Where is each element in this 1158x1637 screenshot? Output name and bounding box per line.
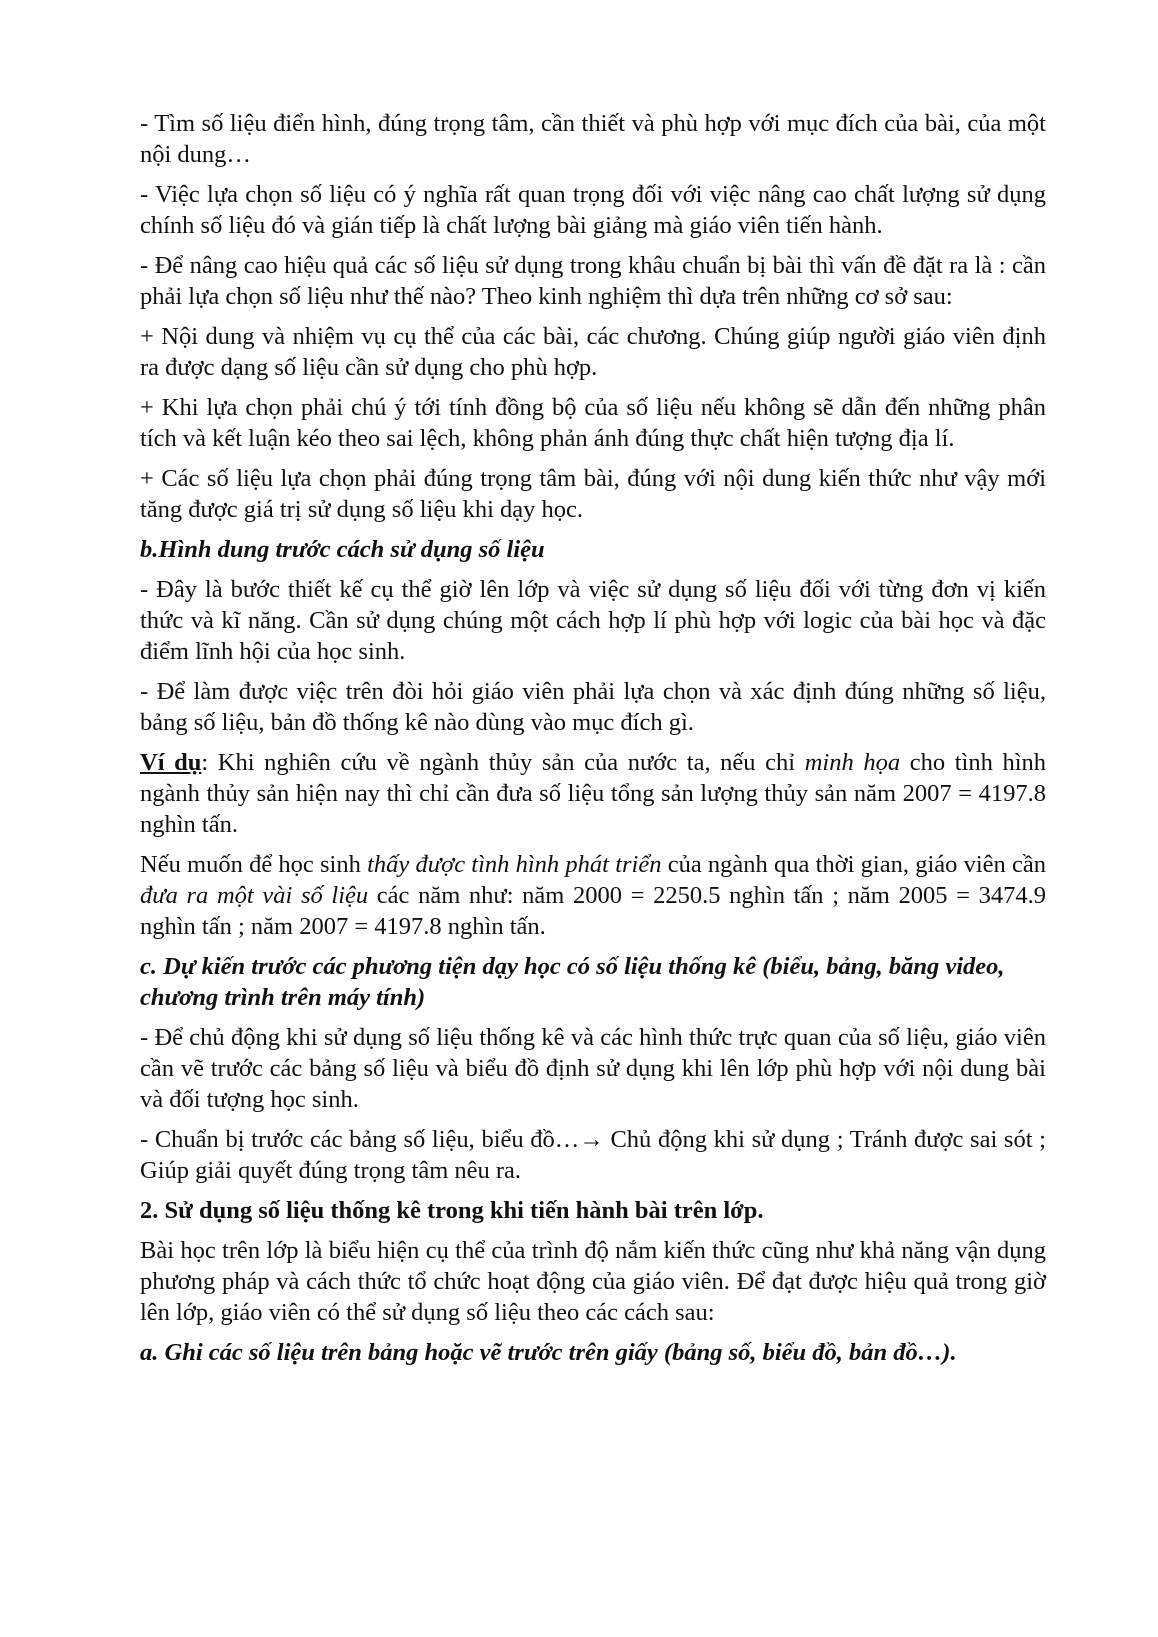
section-heading-a: a. Ghi các số liệu trên bảng hoặc vẽ trước trên giấy (bảng số, biểu đồ, bản đồ…).: [140, 1339, 957, 1366]
text-run: của ngành qua thời gian, giáo viên cần: [661, 851, 1047, 878]
paragraph: - Đây là bước thiết kế cụ thể giờ lên lớp và việc sử dụng số liệu đối với từng đơn vị kiến thức và kĩ năng. Cần sử dụng chúng một cách hợp lí phù hợp với logic của bài học và đặc điểm lĩnh hội của học sinh.: [140, 576, 1046, 665]
example-paragraph: [140, 747, 1046, 840]
section-heading-c: c. Dự kiến trước các phương tiện dạy học có số liệu thống kê (biểu, bảng, băng video, chương trình trên máy tính): [140, 953, 1005, 1011]
paragraph: - Tìm số liệu điển hình, đúng trọng tâm, cần thiết và phù hợp với mục đích của bài, của một nội dung…: [140, 110, 1046, 168]
paragraph: Bài học trên lớp là biểu hiện cụ thể của trình độ nắm kiến thức cũng như khả năng vận dụng phương pháp và cách thức tổ chức hoạt động của giáo viên. Để đạt được hiệu quả trong giờ lên lớp, giáo viên có thể sử dụng số liệu theo các cách sau:: [140, 1237, 1046, 1326]
text-run: các năm như: năm 2000 = 2250.5 nghìn tấn ; năm 2005 = 3474.9 nghìn tấn ; năm 2007 = 4197.8 nghìn tấn.: [140, 882, 1046, 940]
paragraph: + Nội dung và nhiệm vụ cụ thể của các bài, các chương. Chúng giúp người giáo viên định ra được dạng số liệu cần sử dụng cho phù hợp.: [140, 323, 1046, 381]
example-label: Ví dụ: [140, 749, 202, 776]
italic-run: đưa ra một vài số liệu: [140, 882, 369, 909]
paragraph: - Để làm được việc trên đòi hỏi giáo viên phải lựa chọn và xác định đúng những số liệu, bảng số liệu, bản đồ thống kê nào dùng vào mục đích gì.: [140, 678, 1046, 736]
text-run: : Khi nghiên cứu về ngành thủy sản của nước ta, nếu chỉ: [201, 749, 805, 776]
italic-run: thấy được tình hình phát triển: [367, 851, 662, 878]
section-heading-2: 2. Sử dụng số liệu thống kê trong khi tiến hành bài trên lớp.: [140, 1197, 764, 1224]
text-run: Nếu muốn để học sinh: [140, 851, 368, 878]
italic-run: minh họa: [804, 749, 901, 776]
text-run: cho tình hình ngành thủy sản hiện nay thì chỉ cần đưa số liệu tổng sản lượng thủy sản năm 2007 = 4197.8 nghìn tấn.: [140, 749, 1047, 838]
paragraph: - Việc lựa chọn số liệu có ý nghĩa rất quan trọng đối với việc nâng cao chất lượng sử dụng chính số liệu đó và gián tiếp là chất lượng bài giảng mà giáo viên tiến hành.: [140, 181, 1046, 239]
paragraph: + Các số liệu lựa chọn phải đúng trọng tâm bài, đúng với nội dung kiến thức như vậy mới tăng được giá trị sử dụng số liệu khi dạy học.: [140, 465, 1046, 523]
paragraph: + Khi lựa chọn phải chú ý tới tính đồng bộ của số liệu nếu không sẽ dẫn đến những phân tích và kết luận kéo theo sai lệch, không phản ánh đúng thực chất hiện tượng địa lí.: [140, 394, 1046, 452]
document-page: [140, 108, 1046, 1377]
paragraph: [140, 849, 1046, 942]
paragraph: - Chuẩn bị trước các bảng số liệu, biểu đồ…→ Chủ động khi sử dụng ; Tránh được sai sót ; Giúp giải quyết đúng trọng tâm nêu ra.: [140, 1126, 1046, 1184]
section-heading-b: b.Hình dung trước cách sử dụng số liệu: [140, 536, 545, 563]
paragraph: - Để nâng cao hiệu quả các số liệu sử dụng trong khâu chuẩn bị bài thì vấn đề đặt ra là : cần phải lựa chọn số liệu như thế nào? Theo kinh nghiệm thì dựa trên những cơ sở sau:: [140, 252, 1046, 310]
paragraph: - Để chủ động khi sử dụng số liệu thống kê và các hình thức trực quan của số liệu, giáo viên cần vẽ trước các bảng số liệu và biểu đồ định sử dụng khi lên lớp phù hợp với nội dung bài và đối tượng học sinh.: [140, 1024, 1046, 1113]
